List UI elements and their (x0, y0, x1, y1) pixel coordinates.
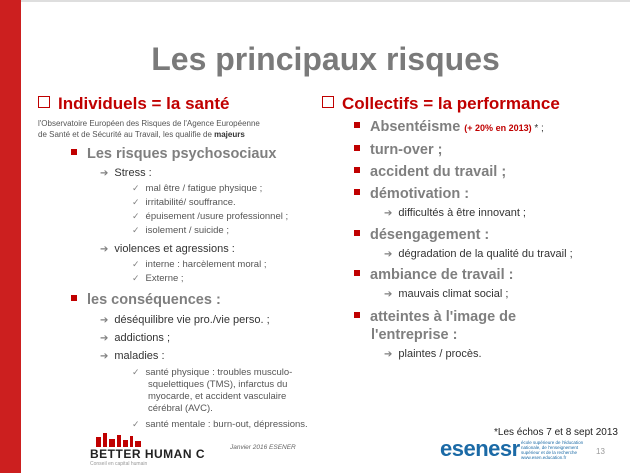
check-icon: ✓ (132, 225, 140, 235)
violences-sub-2: ✓ Externe ; (132, 273, 184, 284)
left-heading (38, 94, 229, 114)
source-line-2: de Santé et de Sécurité au Travail, les qualifie de majeurs (38, 130, 245, 139)
square-bullet-icon (71, 149, 77, 155)
right-heading-label: Collectifs = la performance (342, 94, 560, 113)
section-psychosociaux: Les risques psychosociaux (71, 146, 276, 162)
stress-sub-4: ✓ isolement / suicide ; (132, 225, 229, 236)
footnote: *Les échos 7 et 8 sept 2013 (494, 427, 618, 438)
square-bullet-icon (354, 312, 360, 318)
desengagement-sub: ➔ dégradation de la qualité du travail ; (384, 248, 573, 260)
checkbox-square-icon (322, 96, 334, 108)
source-text (38, 118, 260, 140)
ambiance-sub: ➔ mauvais climat social ; (384, 288, 509, 300)
maladie-physique: ✓ santé physique : troubles musculo- squelettiques (TMS), infarctus du myocarde, et accident vasculaire cérébral (AVC). (132, 367, 293, 414)
left-accent-bar (0, 0, 21, 473)
consequence-3: ➔ maladies : (100, 350, 165, 362)
arrow-icon: ➔ (384, 208, 393, 219)
violences-sub-1: ✓ interne : harcèlement moral ; (132, 259, 267, 270)
arrow-icon: ➔ (384, 249, 393, 260)
left-heading-label: Individuels = la santé (58, 94, 230, 113)
square-bullet-icon (71, 295, 77, 301)
footer-date: Janvier 2016 ESENER (230, 444, 296, 451)
source-line-1: l'Observatoire Européen des Risques de l'Agence Européenne (38, 119, 260, 128)
square-bullet-icon (354, 145, 360, 151)
square-bullet-icon (354, 230, 360, 236)
arrow-icon: ➔ (100, 168, 109, 179)
check-icon: ✓ (132, 273, 140, 283)
square-bullet-icon (354, 270, 360, 276)
esenesr-logo (440, 436, 520, 462)
demotivation-sub: ➔ difficultés à être innovant ; (384, 207, 526, 219)
image-sub: ➔ plaintes / procès. (384, 348, 482, 360)
check-icon: ✓ (132, 211, 140, 221)
check-icon: ✓ (132, 197, 140, 207)
square-bullet-icon (354, 122, 360, 128)
stress-sub-1: ✓ mal être / fatigue physique ; (132, 183, 263, 194)
risk-demotivation: démotivation : (354, 186, 469, 202)
maladie-mentale: ✓ santé mentale : burn-out, dépressions. (132, 419, 308, 430)
top-divider (21, 0, 630, 2)
check-icon: ✓ (132, 183, 140, 193)
better-human-tagline: Conseil en capital humain (90, 461, 148, 467)
arrow-icon: ➔ (384, 349, 393, 360)
check-icon: ✓ (132, 419, 140, 429)
page-number: 13 (596, 447, 605, 456)
check-icon: ✓ (132, 367, 140, 377)
better-human-logo (90, 431, 205, 467)
arrow-icon: ➔ (100, 333, 109, 344)
section-consequences: les conséquences : (71, 292, 221, 308)
absenteisme-annotation: (+ 20% en 2013) (464, 123, 532, 133)
arrow-icon: ➔ (384, 289, 393, 300)
risk-absenteisme: Absentéisme (+ 20% en 2013) * ; (354, 119, 544, 135)
stress-sub-2: ✓ irritabilité/ souffrance. (132, 197, 236, 208)
square-bullet-icon (354, 167, 360, 173)
esenesr-text: école supérieure de l'éducation nationale, de l'enseignement supérieur et de la recherche www.esen.education.fr (521, 440, 584, 460)
arrow-icon: ➔ (100, 244, 109, 255)
violences-item: ➔ violences et agressions : (100, 243, 235, 255)
risk-accident: accident du travail ; (354, 164, 506, 180)
consequence-2: ➔ addictions ; (100, 332, 171, 344)
source-bold: majeurs (214, 130, 245, 139)
check-icon: ✓ (132, 259, 140, 269)
slide-title: Les principaux risques (151, 41, 500, 77)
right-heading (322, 94, 560, 114)
esenesr-wordmark: esenesr (440, 436, 520, 461)
risk-ambiance: ambiance de travail : (354, 267, 513, 283)
skyline-icon (94, 431, 174, 447)
square-bullet-icon (354, 189, 360, 195)
better-human-wordmark: BETTER HUMAN C (90, 447, 205, 461)
checkbox-square-icon (38, 96, 50, 108)
stress-sub-3: ✓ épuisement /usure professionnel ; (132, 211, 289, 222)
arrow-icon: ➔ (100, 351, 109, 362)
stress-item: ➔ Stress : (100, 167, 152, 179)
consequence-1: ➔ déséquilibre vie pro./vie perso. ; (100, 314, 270, 326)
risk-image: atteintes à l'image de l'entreprise : (354, 308, 516, 344)
risk-desengagement: désengagement : (354, 227, 489, 243)
risk-turnover: turn-over ; (354, 142, 443, 158)
arrow-icon: ➔ (100, 315, 109, 326)
